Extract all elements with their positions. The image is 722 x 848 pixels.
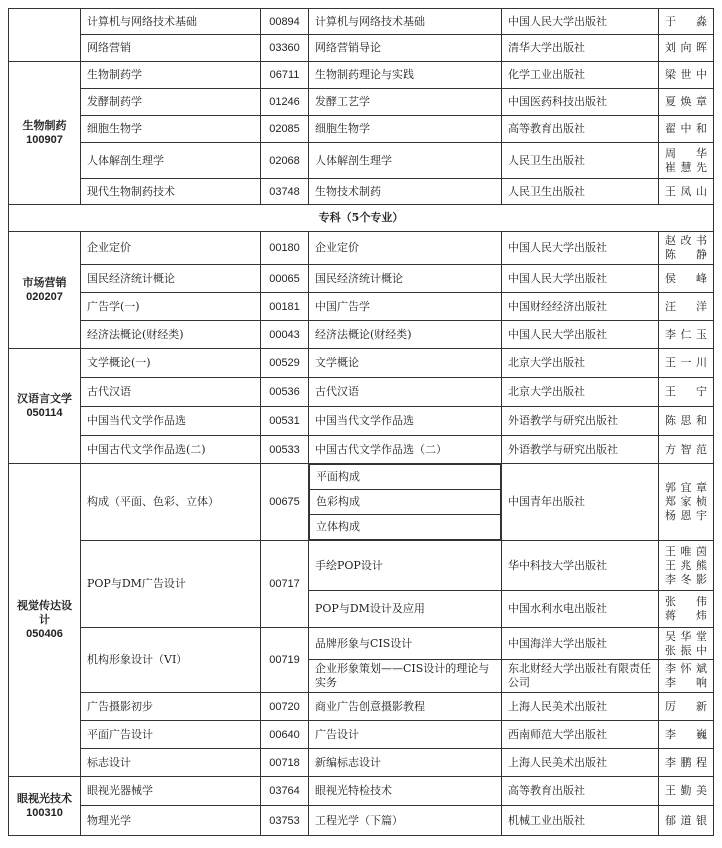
- publisher: 中国人民大学出版社: [502, 265, 659, 293]
- course-name: 现代生物制药技术: [81, 179, 261, 205]
- major-cell: [9, 9, 81, 62]
- table-row: [9, 541, 714, 591]
- table-row: [9, 378, 714, 407]
- course-code: 00719: [261, 628, 309, 693]
- course-name: 国民经济统计概论: [81, 265, 261, 293]
- course-name: 标志设计: [81, 749, 261, 777]
- course-name: 人体解剖生理学: [81, 143, 261, 179]
- table-row: [9, 265, 714, 293]
- publisher: 清华大学出版社: [502, 35, 659, 62]
- course-name: 广告学(一): [81, 293, 261, 321]
- table-row: [9, 232, 714, 265]
- course-code: 00675: [261, 464, 309, 541]
- table-row: [9, 116, 714, 143]
- course-name: 计算机与网络技术基础: [81, 9, 261, 35]
- course-name: 企业定价: [81, 232, 261, 265]
- publisher: 中国青年出版社: [502, 464, 659, 541]
- course-code: 02085: [261, 116, 309, 143]
- section-row: [9, 205, 714, 232]
- course-name: 古代汉语: [81, 378, 261, 407]
- author: 李 巍: [659, 721, 714, 749]
- course-code: 00533: [261, 436, 309, 464]
- author: 张 伟 蒋 炜: [659, 591, 714, 628]
- textbook-title: 网络营销导论: [309, 35, 502, 62]
- table-row: [9, 436, 714, 464]
- publisher: 外语教学与研究出版社: [502, 407, 659, 436]
- publisher: 中国财经经济出版社: [502, 293, 659, 321]
- course-name: 经济法概论(财经类): [81, 321, 261, 349]
- publisher: 东北财经大学出版社有限责任公司: [502, 660, 659, 693]
- publisher: 机械工业出版社: [502, 806, 659, 836]
- author: 梁世中: [659, 62, 714, 89]
- course-code: 06711: [261, 62, 309, 89]
- publisher: 上海人民美术出版社: [502, 749, 659, 777]
- course-name: 文学概论(一): [81, 349, 261, 378]
- publisher: 上海人民美术出版社: [502, 693, 659, 721]
- publisher: 外语教学与研究出版社: [502, 436, 659, 464]
- course-name: 中国当代文学作品选: [81, 407, 261, 436]
- publisher: 中国人民大学出版社: [502, 9, 659, 35]
- author: 汪 洋: [659, 293, 714, 321]
- textbook-title: 细胞生物学: [309, 116, 502, 143]
- publisher: 华中科技大学出版社: [502, 541, 659, 591]
- author: 李怀斌 李 响: [659, 660, 714, 693]
- course-code: 00180: [261, 232, 309, 265]
- author: 夏焕章: [659, 89, 714, 116]
- major-cell: 市场营销 020207: [9, 232, 81, 349]
- textbook-title: 发酵工艺学: [309, 89, 502, 116]
- author: 厉 新: [659, 693, 714, 721]
- textbook-subcell: [309, 464, 502, 541]
- textbook-title: 人体解剖生理学: [309, 143, 502, 179]
- textbook-title: 企业定价: [309, 232, 502, 265]
- course-code: 00894: [261, 9, 309, 35]
- course-name: 机构形象设计（VI）: [81, 628, 261, 693]
- table-row: [9, 143, 714, 179]
- publisher: 中国医药科技出版社: [502, 89, 659, 116]
- publisher: 高等教育出版社: [502, 116, 659, 143]
- course-name: 网络营销: [81, 35, 261, 62]
- course-code: 03748: [261, 179, 309, 205]
- textbook-title: 新编标志设计: [309, 749, 502, 777]
- course-code: 00529: [261, 349, 309, 378]
- course-name: 平面广告设计: [81, 721, 261, 749]
- publisher: 人民卫生出版社: [502, 143, 659, 179]
- publisher: 中国水利水电出版社: [502, 591, 659, 628]
- course-code: 00536: [261, 378, 309, 407]
- textbook-title: 生物制药理论与实践: [309, 62, 502, 89]
- author: 赵改书 陈 静: [659, 232, 714, 265]
- author: 王一川: [659, 349, 714, 378]
- textbook-title: 中国古代文学作品选（二）: [309, 436, 502, 464]
- table-row: [9, 89, 714, 116]
- course-code: 00718: [261, 749, 309, 777]
- table-row: [9, 806, 714, 836]
- course-name: 物理光学: [81, 806, 261, 836]
- course-code: 00720: [261, 693, 309, 721]
- textbook-title: 立体构成: [310, 515, 501, 540]
- textbook-title: 中国当代文学作品选: [309, 407, 502, 436]
- table-row: [9, 35, 714, 62]
- table-row: [9, 464, 714, 541]
- author: 郁道银: [659, 806, 714, 836]
- publisher: 中国人民大学出版社: [502, 321, 659, 349]
- author: 王勤美: [659, 777, 714, 806]
- author: 李鹏程: [659, 749, 714, 777]
- section-title: 专科（5个专业）: [9, 205, 714, 232]
- publisher: 化学工业出版社: [502, 62, 659, 89]
- major-cell: 眼视光技术 100310: [9, 777, 81, 836]
- author: 陈思和: [659, 407, 714, 436]
- publisher: 人民卫生出版社: [502, 179, 659, 205]
- course-code: 00181: [261, 293, 309, 321]
- course-name: 构成（平面、色彩、立体）: [81, 464, 261, 541]
- table-row: [9, 349, 714, 378]
- textbook-title: 广告设计: [309, 721, 502, 749]
- course-code: 01246: [261, 89, 309, 116]
- author: 刘向晖: [659, 35, 714, 62]
- table-row: [9, 721, 714, 749]
- table-row: [9, 749, 714, 777]
- publisher: 北京大学出版社: [502, 378, 659, 407]
- author: 王凤山: [659, 179, 714, 205]
- course-code: 00531: [261, 407, 309, 436]
- major-cell: 生物制药 100907: [9, 62, 81, 205]
- course-code: 00640: [261, 721, 309, 749]
- textbook-title: 手绘POP设计: [309, 541, 502, 591]
- course-name: 广告摄影初步: [81, 693, 261, 721]
- course-code: 03360: [261, 35, 309, 62]
- textbook-sublist: [309, 464, 501, 540]
- course-code: 03753: [261, 806, 309, 836]
- author: 周 华 崔慧先: [659, 143, 714, 179]
- table-row: [9, 628, 714, 660]
- textbook-title: POP与DM设计及应用: [309, 591, 502, 628]
- textbook-title: 生物技术制药: [309, 179, 502, 205]
- author: 方智范: [659, 436, 714, 464]
- textbook-title: 古代汉语: [309, 378, 502, 407]
- table-row: [9, 321, 714, 349]
- textbook-title: 计算机与网络技术基础: [309, 9, 502, 35]
- author: 李仁玉: [659, 321, 714, 349]
- table-row: [9, 293, 714, 321]
- textbook-title: 企业形象策划——CIS设计的理论与实务: [309, 660, 502, 693]
- author: 于 淼: [659, 9, 714, 35]
- curriculum-table: [8, 8, 714, 836]
- course-code: 00717: [261, 541, 309, 628]
- textbook-title: 文学概论: [309, 349, 502, 378]
- course-name: 发酵制药学: [81, 89, 261, 116]
- author: 翟中和: [659, 116, 714, 143]
- author: 王唯茵 王兆熊 李冬影: [659, 541, 714, 591]
- textbook-title: 中国广告学: [309, 293, 502, 321]
- textbook-title: 平面构成: [310, 465, 501, 490]
- table-row: [9, 407, 714, 436]
- textbook-title: 色彩构成: [310, 490, 501, 515]
- course-code: 03764: [261, 777, 309, 806]
- textbook-title: 品牌形象与CIS设计: [309, 628, 502, 660]
- course-name: 生物制药学: [81, 62, 261, 89]
- textbook-title: 经济法概论(财经类): [309, 321, 502, 349]
- major-cell: 视觉传达设计 050406: [9, 464, 81, 777]
- publisher: 高等教育出版社: [502, 777, 659, 806]
- course-name: 细胞生物学: [81, 116, 261, 143]
- table-row: [9, 179, 714, 205]
- publisher: 西南师范大学出版社: [502, 721, 659, 749]
- author: 侯 峰: [659, 265, 714, 293]
- textbook-title: 商业广告创意摄影教程: [309, 693, 502, 721]
- course-name: 中国古代文学作品选(二): [81, 436, 261, 464]
- table-row: [9, 693, 714, 721]
- table-row: [9, 62, 714, 89]
- textbook-title: 眼视光特检技术: [309, 777, 502, 806]
- publisher: 中国人民大学出版社: [502, 232, 659, 265]
- author: 郭宜章 郑家桢 杨恩宇: [659, 464, 714, 541]
- publisher: 中国海洋大学出版社: [502, 628, 659, 660]
- course-code: 00043: [261, 321, 309, 349]
- author: 吴华堂 张振中: [659, 628, 714, 660]
- course-code: 02068: [261, 143, 309, 179]
- course-code: 00065: [261, 265, 309, 293]
- textbook-title: 国民经济统计概论: [309, 265, 502, 293]
- table-row: [9, 9, 714, 35]
- author: 王 宁: [659, 378, 714, 407]
- course-name: POP与DM广告设计: [81, 541, 261, 628]
- textbook-title: 工程光学（下篇）: [309, 806, 502, 836]
- major-cell: 汉语言文学 050114: [9, 349, 81, 464]
- publisher: 北京大学出版社: [502, 349, 659, 378]
- table-row: [9, 777, 714, 806]
- course-name: 眼视光器械学: [81, 777, 261, 806]
